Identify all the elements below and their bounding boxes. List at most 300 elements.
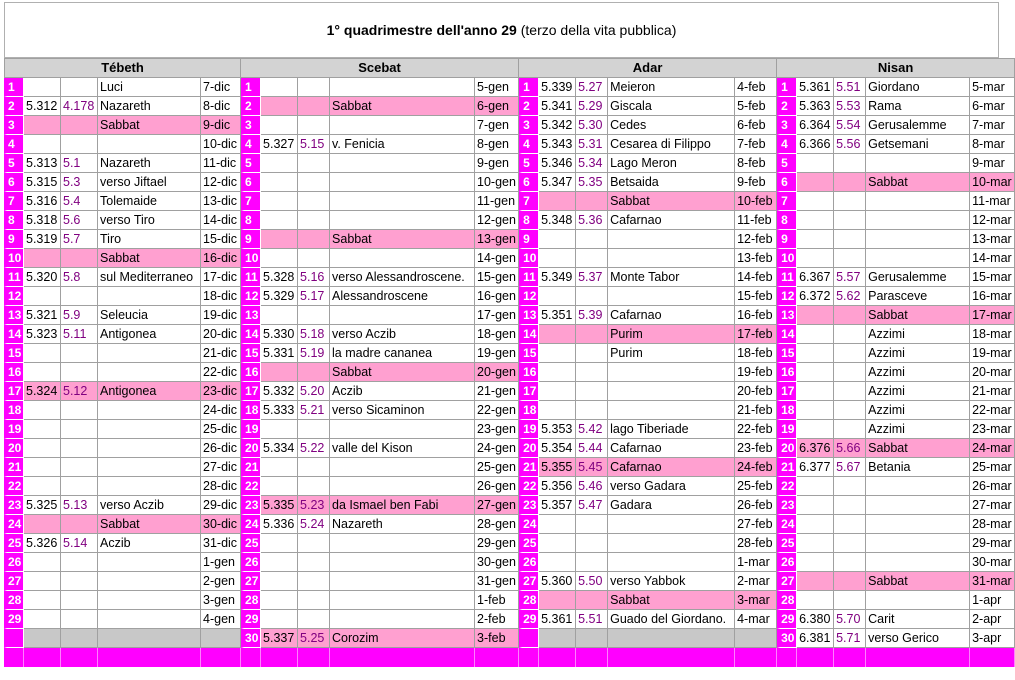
ref-b [298, 572, 330, 591]
date: 23-gen [475, 420, 519, 439]
table-row [4, 477, 1015, 496]
place [330, 477, 475, 496]
ref-b [298, 610, 330, 629]
day-number: 24 [241, 515, 261, 534]
ref-b: 5.45 [576, 458, 608, 477]
bottom-band-cell [539, 648, 576, 667]
day-number: 29 [4, 610, 24, 629]
ref-b [576, 534, 608, 553]
date: 24-mar [970, 439, 1015, 458]
ref-a: 5.326 [24, 534, 61, 553]
date: 25-dic [201, 420, 241, 439]
place [98, 572, 201, 591]
ref-b [298, 154, 330, 173]
ref-b: 5.42 [576, 420, 608, 439]
place: sul Mediterraneo [98, 268, 201, 287]
ref-b [61, 401, 98, 420]
place: Sabbat [330, 230, 475, 249]
ref-a [261, 249, 298, 268]
table-row [4, 382, 1015, 401]
ref-a [261, 306, 298, 325]
ref-b: 5.18 [298, 325, 330, 344]
ref-a: 5.342 [539, 116, 576, 135]
bottom-band-cell [61, 648, 98, 667]
place [866, 192, 970, 211]
place [98, 458, 201, 477]
date: 4-mar [735, 610, 777, 629]
day-number: 11 [241, 268, 261, 287]
date: 7-mar [970, 116, 1015, 135]
day-number: 12 [519, 287, 539, 306]
day-number: 6 [777, 173, 797, 192]
place: Giscala [608, 97, 735, 116]
place: Azzimi [866, 420, 970, 439]
day-number: 27 [519, 572, 539, 591]
day-number: 3 [777, 116, 797, 135]
date: 10-mar [970, 173, 1015, 192]
bottom-band-cell [777, 648, 797, 667]
place: Nazareth [330, 515, 475, 534]
ref-a: 5.341 [539, 97, 576, 116]
day-number: 20 [4, 439, 24, 458]
ref-b [576, 363, 608, 382]
date: 15-gen [475, 268, 519, 287]
table-row [4, 325, 1015, 344]
ref-a [261, 477, 298, 496]
ref-b [834, 249, 866, 268]
date: 11-feb [735, 211, 777, 230]
ref-a: 5.327 [261, 135, 298, 154]
ref-a [24, 344, 61, 363]
date: 19-dic [201, 306, 241, 325]
ref-b [834, 325, 866, 344]
day-number: 19 [777, 420, 797, 439]
ref-a [24, 401, 61, 420]
table-row [4, 610, 1015, 629]
day-number: 2 [4, 97, 24, 116]
place: Betania [866, 458, 970, 477]
place: Azzimi [866, 363, 970, 382]
bottom-band-cell [241, 648, 261, 667]
place [330, 211, 475, 230]
ref-a [261, 192, 298, 211]
place: la madre cananea [330, 344, 475, 363]
ref-a [797, 401, 834, 420]
date: 26-dic [201, 439, 241, 458]
ref-b: 5.37 [576, 268, 608, 287]
date: 1-gen [201, 553, 241, 572]
place [330, 249, 475, 268]
ref-b [298, 230, 330, 249]
bottom-band-cell [330, 648, 475, 667]
day-number: 10 [4, 249, 24, 268]
place [330, 610, 475, 629]
day-number: 6 [241, 173, 261, 192]
ref-b [834, 173, 866, 192]
day-number: 28 [241, 591, 261, 610]
day-number: 24 [777, 515, 797, 534]
place [330, 306, 475, 325]
ref-a [261, 116, 298, 135]
date: 18-mar [970, 325, 1015, 344]
bottom-band-cell [735, 648, 777, 667]
date: 17-mar [970, 306, 1015, 325]
date: 17-dic [201, 268, 241, 287]
month-header-nisan: Nisan [777, 58, 1015, 78]
ref-b [298, 534, 330, 553]
ref-a [24, 629, 61, 648]
ref-a [261, 78, 298, 97]
ref-a [539, 515, 576, 534]
place [866, 230, 970, 249]
date: 2-feb [475, 610, 519, 629]
date: 3-gen [201, 591, 241, 610]
ref-b [298, 553, 330, 572]
ref-a [539, 344, 576, 363]
day-number: 28 [777, 591, 797, 610]
day-number: 15 [4, 344, 24, 363]
ref-b: 5.21 [298, 401, 330, 420]
ref-a: 5.337 [261, 629, 298, 648]
date: 19-mar [970, 344, 1015, 363]
ref-b: 5.13 [61, 496, 98, 515]
date: 14-feb [735, 268, 777, 287]
day-number: 21 [241, 458, 261, 477]
ref-b [834, 553, 866, 572]
ref-b [834, 211, 866, 230]
date: 25-feb [735, 477, 777, 496]
ref-a [261, 534, 298, 553]
place [330, 78, 475, 97]
ref-a: 5.339 [539, 78, 576, 97]
ref-b [834, 344, 866, 363]
ref-b [298, 363, 330, 382]
day-number: 3 [241, 116, 261, 135]
place: Azzimi [866, 344, 970, 363]
table-row [4, 306, 1015, 325]
ref-b: 4.178 [61, 97, 98, 116]
date: 22-mar [970, 401, 1015, 420]
day-number: 25 [519, 534, 539, 553]
day-number: 11 [4, 268, 24, 287]
ref-a [24, 458, 61, 477]
month-header-scebat: Scebat [241, 58, 519, 78]
month-header-adar: Adar [519, 58, 777, 78]
date: 19-feb [735, 363, 777, 382]
date: 30-dic [201, 515, 241, 534]
ref-b [298, 173, 330, 192]
ref-a [797, 211, 834, 230]
date: 24-feb [735, 458, 777, 477]
date: 7-dic [201, 78, 241, 97]
ref-b [576, 401, 608, 420]
ref-a [261, 363, 298, 382]
place [330, 591, 475, 610]
day-number: 7 [777, 192, 797, 211]
ref-a [24, 591, 61, 610]
table-row [4, 553, 1015, 572]
table-row [4, 401, 1015, 420]
date: 4-feb [735, 78, 777, 97]
ref-a [539, 230, 576, 249]
date: 11-gen [475, 192, 519, 211]
ref-b [61, 477, 98, 496]
date: 22-dic [201, 363, 241, 382]
date: 2-mar [735, 572, 777, 591]
ref-b [298, 458, 330, 477]
place: Aczib [98, 534, 201, 553]
date: 18-feb [735, 344, 777, 363]
place: Purim [608, 325, 735, 344]
day-number: 17 [4, 382, 24, 401]
place [98, 287, 201, 306]
ref-a [261, 154, 298, 173]
place: Sabbat [608, 192, 735, 211]
ref-b: 5.23 [298, 496, 330, 515]
place: verso Yabbok [608, 572, 735, 591]
date: 12-mar [970, 211, 1015, 230]
place [330, 192, 475, 211]
place: Sabbat [866, 173, 970, 192]
ref-b [834, 420, 866, 439]
ref-b [298, 420, 330, 439]
ref-a [24, 116, 61, 135]
ref-a [797, 344, 834, 363]
place: Aczib [330, 382, 475, 401]
place: Cafarnao [608, 306, 735, 325]
date: 14-dic [201, 211, 241, 230]
place [330, 534, 475, 553]
date: 23-feb [735, 439, 777, 458]
ref-b: 5.51 [576, 610, 608, 629]
table-row [4, 116, 1015, 135]
day-number: 22 [777, 477, 797, 496]
day-number: 14 [777, 325, 797, 344]
ref-b: 5.8 [61, 268, 98, 287]
bottom-band-cell [797, 648, 834, 667]
place [98, 420, 201, 439]
ref-a: 5.357 [539, 496, 576, 515]
ref-a [797, 534, 834, 553]
place: Nazareth [98, 97, 201, 116]
date: 8-dic [201, 97, 241, 116]
date: 27-dic [201, 458, 241, 477]
ref-a: 5.347 [539, 173, 576, 192]
ref-a: 6.366 [797, 135, 834, 154]
ref-b [61, 420, 98, 439]
ref-a: 6.380 [797, 610, 834, 629]
ref-b [834, 192, 866, 211]
table-row [4, 97, 1015, 116]
ref-b: 5.17 [298, 287, 330, 306]
place: valle del Kison [330, 439, 475, 458]
place: Corozim [330, 629, 475, 648]
table-row [4, 458, 1015, 477]
place: Sabbat [98, 116, 201, 135]
date: 16-feb [735, 306, 777, 325]
day-number: 23 [4, 496, 24, 515]
ref-b: 5.12 [61, 382, 98, 401]
place: Nazareth [98, 154, 201, 173]
date: 4-gen [201, 610, 241, 629]
day-number: 5 [4, 154, 24, 173]
place [98, 591, 201, 610]
date: 30-gen [475, 553, 519, 572]
date: 30-mar [970, 553, 1015, 572]
place [330, 553, 475, 572]
ref-a: 5.318 [24, 211, 61, 230]
day-number: 22 [241, 477, 261, 496]
day-number: 2 [519, 97, 539, 116]
ref-a [797, 496, 834, 515]
ref-b [834, 401, 866, 420]
day-number: 13 [4, 306, 24, 325]
bottom-band-cell [608, 648, 735, 667]
ref-a [797, 154, 834, 173]
date: 20-dic [201, 325, 241, 344]
ref-b [834, 496, 866, 515]
ref-a: 5.335 [261, 496, 298, 515]
table-row [4, 629, 1015, 648]
date: 29-mar [970, 534, 1015, 553]
date: 5-gen [475, 78, 519, 97]
bottom-band-cell [298, 648, 330, 667]
month-header-tebeth: Tébeth [4, 58, 241, 78]
day-number: 25 [777, 534, 797, 553]
day-number: 29 [241, 610, 261, 629]
day-number: 18 [241, 401, 261, 420]
day-number: 13 [241, 306, 261, 325]
date: 29-gen [475, 534, 519, 553]
ref-a [539, 363, 576, 382]
ref-b [61, 458, 98, 477]
ref-a: 5.323 [24, 325, 61, 344]
date: 15-dic [201, 230, 241, 249]
table-row [4, 135, 1015, 154]
ref-b: 5.70 [834, 610, 866, 629]
ref-b [61, 287, 98, 306]
day-number: 20 [241, 439, 261, 458]
ref-b: 5.56 [834, 135, 866, 154]
date: 13-feb [735, 249, 777, 268]
ref-b: 5.16 [298, 268, 330, 287]
ref-a: 6.377 [797, 458, 834, 477]
ref-a [797, 230, 834, 249]
date: 12-gen [475, 211, 519, 230]
bottom-band-cell [475, 648, 519, 667]
date: 13-mar [970, 230, 1015, 249]
ref-b: 5.29 [576, 97, 608, 116]
place [330, 458, 475, 477]
month-header-row [4, 58, 1015, 78]
day-number: 29 [777, 610, 797, 629]
ref-b: 5.53 [834, 97, 866, 116]
date: 24-dic [201, 401, 241, 420]
day-number: 22 [519, 477, 539, 496]
ref-b: 5.31 [576, 135, 608, 154]
date: 22-feb [735, 420, 777, 439]
date [735, 629, 777, 648]
day-number: 26 [4, 553, 24, 572]
ref-b: 5.51 [834, 78, 866, 97]
date: 7-feb [735, 135, 777, 154]
place [98, 477, 201, 496]
place: Sabbat [866, 306, 970, 325]
day-number: 15 [241, 344, 261, 363]
ref-b: 5.67 [834, 458, 866, 477]
day-number: 27 [4, 572, 24, 591]
place: Betsaida [608, 173, 735, 192]
date: 13-dic [201, 192, 241, 211]
date: 24-gen [475, 439, 519, 458]
place: Cafarnao [608, 439, 735, 458]
ref-a [539, 591, 576, 610]
date: 28-mar [970, 515, 1015, 534]
day-number: 1 [4, 78, 24, 97]
date [201, 629, 241, 648]
date: 25-gen [475, 458, 519, 477]
place [866, 211, 970, 230]
day-number: 6 [519, 173, 539, 192]
day-number: 13 [519, 306, 539, 325]
ref-b [834, 572, 866, 591]
ref-b: 5.46 [576, 477, 608, 496]
ref-a: 5.346 [539, 154, 576, 173]
day-number [4, 629, 24, 648]
place [608, 249, 735, 268]
place: Giordano [866, 78, 970, 97]
ref-b [298, 192, 330, 211]
table-row [4, 591, 1015, 610]
date: 15-mar [970, 268, 1015, 287]
ref-b [576, 382, 608, 401]
ref-b [298, 116, 330, 135]
place: verso Aczib [330, 325, 475, 344]
place: verso Jiftael [98, 173, 201, 192]
date: 20-mar [970, 363, 1015, 382]
place: Antigonea [98, 382, 201, 401]
ref-a [539, 287, 576, 306]
date: 23-dic [201, 382, 241, 401]
ref-b [576, 249, 608, 268]
place: lago Tiberiade [608, 420, 735, 439]
day-number: 4 [519, 135, 539, 154]
place: Purim [608, 344, 735, 363]
place [866, 591, 970, 610]
date: 31-mar [970, 572, 1015, 591]
day-number: 4 [241, 135, 261, 154]
place: Lago Meron [608, 154, 735, 173]
ref-a [24, 515, 61, 534]
ref-b: 5.14 [61, 534, 98, 553]
date: 20-gen [475, 363, 519, 382]
place [330, 116, 475, 135]
date: 3-apr [970, 629, 1015, 648]
ref-a: 5.336 [261, 515, 298, 534]
date: 16-gen [475, 287, 519, 306]
ref-a [24, 287, 61, 306]
place [98, 553, 201, 572]
place [608, 382, 735, 401]
date: 1-mar [735, 553, 777, 572]
ref-b: 5.24 [298, 515, 330, 534]
table-row [4, 211, 1015, 230]
place [330, 154, 475, 173]
date: 27-gen [475, 496, 519, 515]
place: Guado del Giordano. [608, 610, 735, 629]
ref-b [834, 477, 866, 496]
ref-a [24, 572, 61, 591]
